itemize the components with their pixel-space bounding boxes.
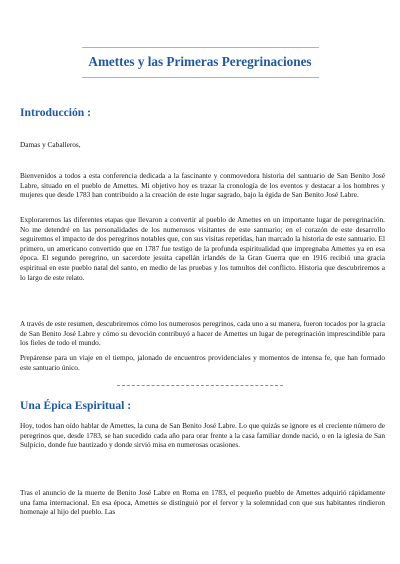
paragraph-welcome: Bienvenidos a todos a esta conferencia dedicada a la fascinante y conmovedora historia del santuario de San Benito José Labre, situado en el pueblo de Amettes. Mi objetivo hoy es trazar la cronología de los eventos y destacar a los hombres y mujeres que desde 1783 han contribuido a la creación de este lugar sagrado, bajo la égida de San Benito José Labre. — [20, 171, 385, 200]
title-top-rule — [82, 47, 319, 48]
paragraph-explore: Exploraremos las diferentes etapas que llevaron a convertir al pueblo de Amettes en un importante lugar de peregrinación. No me detendré en las personalidades de los numerosos visitantes de este santuario; en el corazón de este desarrollo seguiremos el impacto de dos peregrinos notables que, con sus visitas repetidas, han marcado la historia de este santuario. El primero, un americano convertido que en 1787 fue testigo de la profunda espiritualidad que impregnaba Amettes ya en esa época. El segundo peregrino, un sacerdote jesuita capellán irlandés de la Gran Guerra que en 1916 recibió una gracia espiritual en este pueblo natal del santo, en medio de las pruebas y los tumultos del conflicto. Historia que descubriremos a lo largo de este relato. — [20, 215, 385, 282]
section-divider — [117, 385, 283, 386]
title-bottom-rule — [82, 77, 319, 78]
paragraph-journey: Prepárense para un viaje en el tiempo, jalonado de encuentros providenciales y momentos de intensa fe, que han formado este santuario único. — [20, 353, 385, 372]
paragraph-summary: A través de este resumen, descubriremos cómo los numerosos peregrinos, cada uno a su manera, fueron tocados por la gracia de San Benito José Labre y cómo su devoción contribuyó a hacer de Amettes un lugar de peregrinación imprescindible para los fieles de todo el mundo. — [20, 319, 385, 348]
section-heading-introduccion: Introducción : — [20, 106, 91, 119]
paragraph-pilgrims: Hoy, todos han oído hablar de Amettes, la cuna de San Benito José Labre. Lo que quizás se ignore es el creciente número de peregrinos que, desde 1783, se han sucedido cada año para orar frente a la casa familiar donde nació, o en la iglesia de San Sulpicio, donde fue bautizado y donde sirvió misa en numerosas ocasiones. — [20, 421, 385, 450]
paragraph-salutation: Damas y Caballeros, — [20, 140, 81, 149]
paragraph-announcement: Tras el anuncio de la muerte de Benito José Labre en Roma en 1783, el pequeño pueblo de Amettes adquirió rápidamente una fama internacional. En esa época, Amettes se distinguió por el fervor y la solemnidad con que sus habitantes rindieron homenaje al hijo del pueblo. Las — [20, 488, 385, 517]
section-heading-epica-espiritual: Una Épica Espiritual : — [20, 399, 132, 412]
page-title: Amettes y las Primeras Peregrinaciones — [88, 54, 312, 69]
